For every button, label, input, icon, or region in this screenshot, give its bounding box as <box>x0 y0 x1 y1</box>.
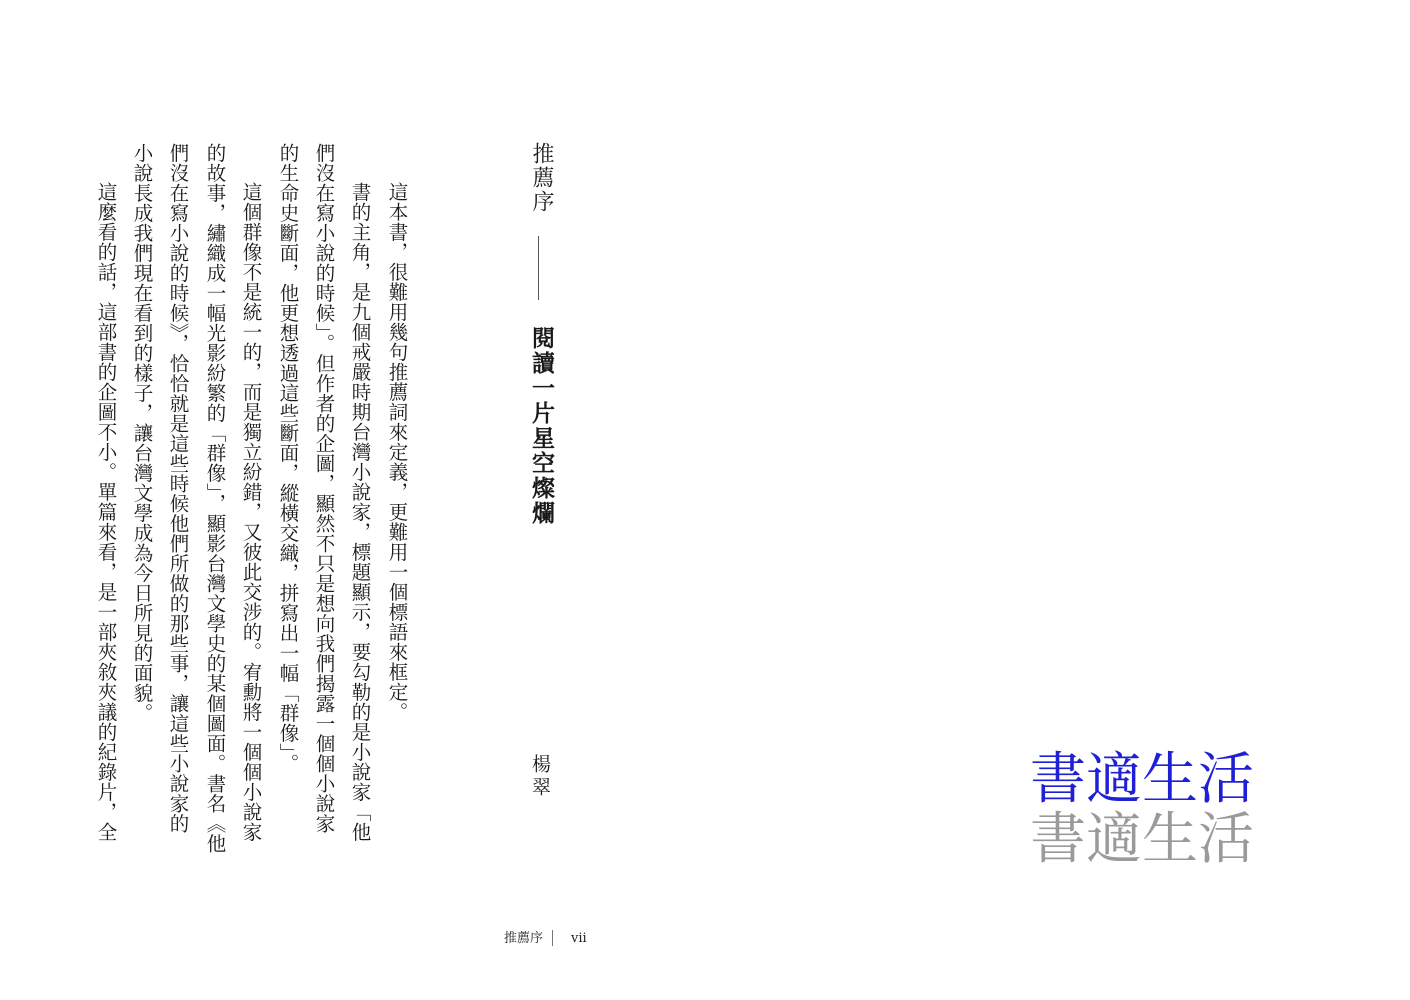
section-label: 推薦序 <box>529 142 554 214</box>
publisher-logo-gray: 書適生活 <box>1030 807 1254 872</box>
footer-divider <box>552 930 553 946</box>
essay-title: 閱讀一片星空燦爛 <box>528 326 555 526</box>
footer-section: 推薦序 <box>504 931 544 946</box>
body-line: 的生命史斷面，他更想透過這些斷面，縱橫交織，拼寫出一幅「群像」。 <box>276 143 300 774</box>
body-line: 這個群像不是統一的，而是獨立紛錯，又彼此交涉的。宥勳將一個個小說家 <box>239 182 263 842</box>
page-number: vii <box>571 931 587 946</box>
author-name: 楊翠 <box>529 754 551 800</box>
title-dash <box>538 236 539 300</box>
body-line: 小說長成我們現在看到的樣子，讓台灣文學成為今日所見的面貌。 <box>130 143 154 723</box>
body-line: 這麼看的話，這部書的企圖不小。單篇來看，是一部夾敘夾議的紀錄片，全 <box>94 182 118 842</box>
body-line: 們沒在寫小說的時候》，恰恰就是這些時候他們所做的那些事，讓這些小說家的 <box>166 143 190 834</box>
body-line: 的故事，繡織成一幅光影紛繁的「群像」，顯影台灣文學史的某個圖面。書名《他 <box>203 143 227 854</box>
publisher-logo-blue: 書適生活 <box>1030 747 1254 812</box>
body-line: 書的主角，是九個戒嚴時期台灣小說家，標題顯示，要勾勒的是小說家「他 <box>348 182 372 842</box>
body-line: 這本書，很難用幾句推薦詞來定義，更難用一個標語來框定。 <box>385 182 409 722</box>
body-line: 們沒在寫小說的時候」。但作者的企圖，顯然不只是想向我們揭露一個個小說家 <box>312 143 336 834</box>
